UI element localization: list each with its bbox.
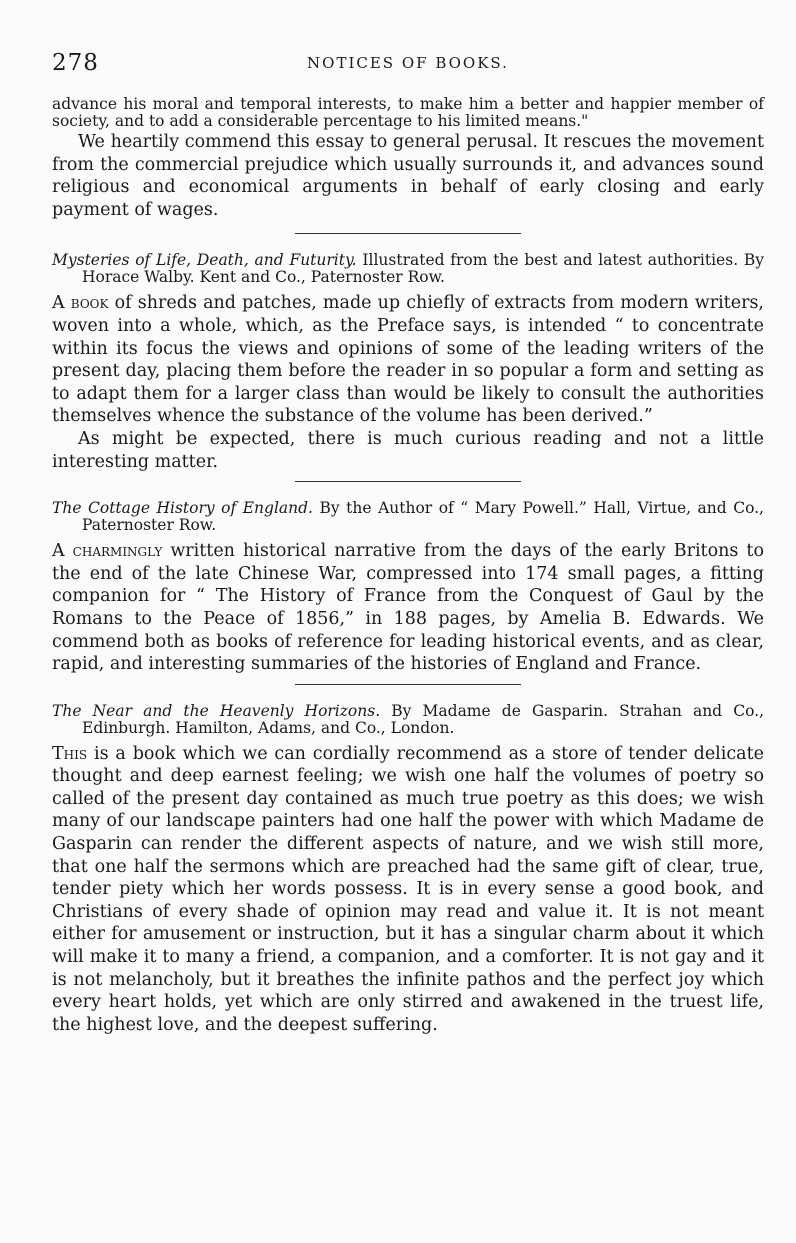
- review-citation: [52, 500, 764, 534]
- section-divider: [295, 684, 521, 685]
- review-paragraph-text: is a book which we can cordially recommend as a store of tender delicate thought and deep earnest feeling; we wish one half the volumes of poetry so called of the present day contained as much true poetry as this does; we wish many of our landscape painters had one half the power with which Madame de Gasparin can render the different aspects of nature, and we wish still more, that one half the sermons which are preached had the same gift of clear, true, tender piety which her words possess. It is in every sense a good book, and Christians of every shade of opinion may read and value it. It is not meant either for amusement or instruction, but it has a singular charm about it which will make it to many a friend, a companion, and a comforter. It is not gay and it is not melancholy, but it breathes the infinite pathos and the perfect joy which every heart holds, yet which are only stirred and awakened in the truest life, the highest love, and the deepest suffering.: [52, 743, 764, 1035]
- quote-continuation: advance his moral and temporal interests, to make him a better and happier member of society, and to add a considerable percentage to his limited means.": [52, 95, 764, 130]
- page-header: [52, 50, 764, 84]
- review-title: The Cottage History of England.: [52, 499, 313, 518]
- review-mysteries: [52, 252, 764, 473]
- review-paragraph: As might be expected, there is much curious reading and not a little interesting matter.: [52, 428, 764, 472]
- running-title: NOTICES OF BOOKS.: [307, 54, 509, 72]
- section-divider: [295, 481, 521, 482]
- section-divider: [295, 233, 521, 234]
- review-citation-details: Illustrated from the best and latest authorities. By Horace Walby. Kent and Co., Paternoster Row.: [82, 251, 764, 287]
- page-number: 278: [52, 50, 99, 76]
- review-near-heavenly-horizons: [52, 703, 764, 1037]
- review-title: The Near and the Heavenly Horizons.: [52, 701, 381, 720]
- review-paragraph: [52, 540, 764, 676]
- review-paragraph: [52, 292, 764, 428]
- review-paragraph: [52, 743, 764, 1037]
- review-citation-details: By Madame de Gasparin. Strahan and Co., Edinburgh. Hamilton, Adams, and Co., London.: [82, 701, 764, 737]
- review-paragraph-text: of shreds and patches, made up chiefly of extracts from modern writers, woven into a whole, which, as the Preface says, is intended “ to concentrate within its focus the views and opinions of some of the leading writers of the present day, placing them before the reader in so popular a form and setting as to adapt them for a larger class than would be likely to consult the authorities themselves whence the substance of the volume has been derived.”: [52, 293, 764, 427]
- review-title: Mysteries of Life, Death, and Futurity.: [52, 251, 357, 270]
- review-lead: A book: [52, 293, 109, 314]
- commendation-paragraph: We heartily commend this essay to general perusal. It rescues the movement from the commercial prejudice which usually surrounds it, and advances sound religious and economical arguments in behalf of early closing and early payment of wages.: [52, 132, 764, 220]
- review-cottage-history: [52, 500, 764, 676]
- review-citation: [52, 252, 764, 286]
- review-lead: This: [52, 743, 88, 764]
- review-citation-details: By the Author of “ Mary Powell.” Hall, Virtue, and Co., Paternoster Row.: [82, 499, 764, 535]
- review-paragraph-text: written historical narrative from the days of the early Britons to the end of the late Chinese War, compressed into 174 small pages, a fitting companion for “ The History of France from the Conquest of Gaul by the Romans to the Peace of 1856,” in 188 pages, by Amelia B. Edwards. We commend both as books of reference for leading historical events, and as clear, rapid, and interesting summaries of the histories of England and France.: [52, 541, 764, 675]
- review-lead: A charmingly: [52, 541, 163, 562]
- review-citation: [52, 703, 764, 737]
- page-content: [52, 96, 764, 1036]
